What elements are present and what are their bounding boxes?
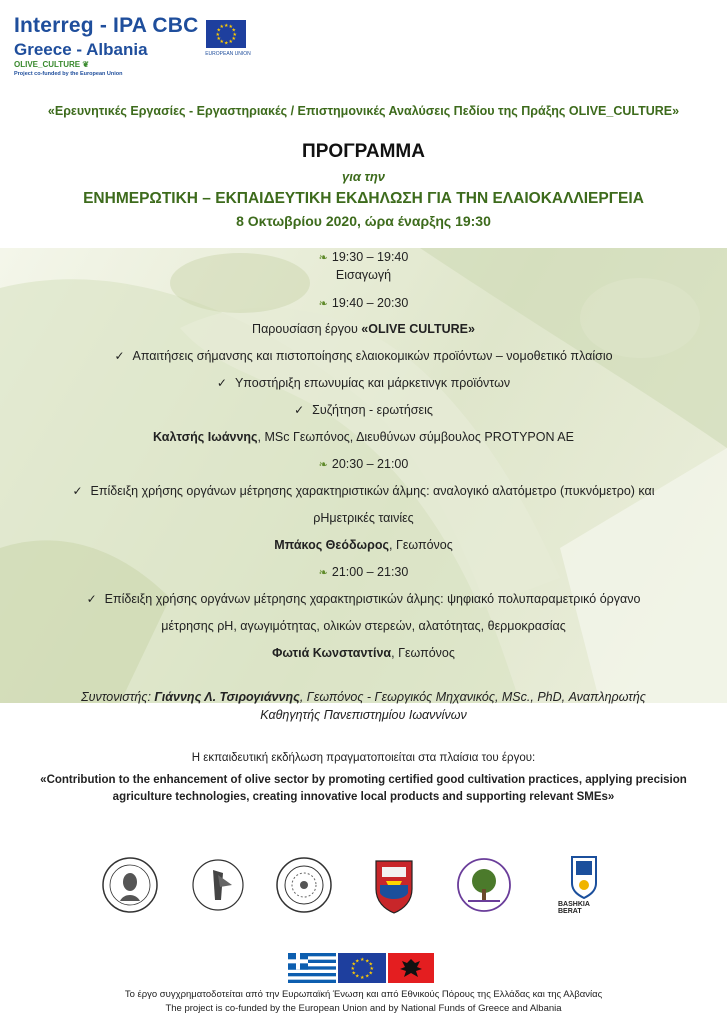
project-full-title: «Contribution to the enhancement of olive sector by promoting certified good cultivation practices, applying precision agriculture technologies, creating innovative local products and supporting relevant SMEs» (40, 774, 687, 803)
slot3-item-cont: ρΗμετρικές ταινίες (313, 511, 414, 525)
olive-sprig-icon: ❧ (318, 252, 328, 264)
svg-text:★: ★ (351, 970, 356, 977)
svg-text:★: ★ (360, 975, 365, 981)
eu-flag-icon (206, 20, 246, 48)
olive-culture-logo-text: OLIVE_CULTURE ❦ (14, 60, 90, 69)
footer-english: The project is co-funded by the European Union and by National Funds of Greece and Albania (165, 1003, 562, 1014)
svg-text:★: ★ (351, 961, 356, 968)
context-intro: Η εκπαιδευτική εκδήλωση πραγματοποιείται στα πλαίσια του έργου: (191, 752, 536, 764)
svg-text:★: ★ (350, 966, 355, 972)
svg-text:★: ★ (231, 36, 236, 42)
eu-flag-icon (338, 953, 386, 983)
svg-text:★: ★ (355, 973, 360, 980)
slot4-time: ❧ 21:00 – 21:30 (318, 565, 409, 579)
interreg-logo-countries: Greece - Albania (14, 40, 148, 59)
svg-text:★: ★ (365, 973, 370, 980)
olive-sprig-icon: ❧ (318, 567, 328, 579)
olive-sprig-icon: ❧ (318, 298, 328, 310)
slot2-speaker: Καλτσής Ιωάννης, MSc Γεωπόνος, Διευθύνων σύμβουλος PROTYPON AE (153, 430, 574, 444)
svg-text:★: ★ (228, 39, 233, 46)
greece-flag-icon (288, 953, 336, 983)
check-icon: ✓ (294, 403, 305, 417)
slot3-speaker: Μπάκος Θεόδωρος, Γεωπόνος (274, 538, 453, 552)
slot2-item: ✓ Συζήτηση - ερωτήσεις (294, 403, 433, 417)
subtitle: «Ερευνητικές Εργασίες - Εργαστηριακές / Επιστημονικές Αναλύσεις Πεδίου της Πράξης OLIVE_CULTURE» (47, 104, 680, 118)
slot2-item: ✓ Υποστήριξη επωνυμίας και μάρκετινγκ προϊόντων (216, 376, 511, 390)
filiates-coat-of-arms (364, 855, 424, 915)
svg-text:★: ★ (368, 970, 373, 977)
check-icon: ✓ (86, 592, 97, 606)
program-title: ΠΡΟΓΡΑΜΜΑ (302, 141, 425, 162)
coordinator: Συντονιστής: Γιάννης Λ. Τσιρογιάννης, Γεωπόνος - Γεωργικός Μηχανικός, MSc., PhD, Αναπληρωτής Καθηγητής Πανεπιστημίου Ιωαννίνων (81, 690, 646, 722)
check-icon: ✓ (72, 484, 83, 498)
svg-text:★: ★ (228, 24, 233, 31)
svg-text:★: ★ (216, 27, 221, 34)
slot2-title: Παρουσίαση έργου «OLIVE CULTURE» (252, 322, 475, 336)
program-for: για την (342, 169, 385, 184)
slot4-item-cont: μέτρησης ρΗ, αγωγιμότητας, ολικών στερεών, αλατότητας, θερμοκρασίας (161, 619, 566, 633)
svg-text:★: ★ (219, 39, 224, 46)
event-date: 8 Οκτωβρίου 2020, ώρα έναρξης 19:30 (236, 213, 491, 229)
slot3-item: ✓ Επίδειξη χρήσης οργάνων μέτρησης χαρακτηριστικών άλμης: αναλογικό αλατόμετρο (πυκνόμετρο) και (72, 484, 655, 498)
svg-text:★: ★ (224, 23, 229, 29)
check-icon: ✓ (114, 349, 125, 363)
svg-text:★: ★ (224, 40, 229, 47)
slot4-speaker: Φωτιά Κωνσταντίνα, Γεωπόνος (272, 646, 455, 660)
cofund-note: Project co-funded by the European Union (14, 71, 123, 77)
olive-sprig-icon: ❧ (318, 459, 328, 471)
svg-text:★: ★ (231, 27, 236, 34)
bashkia-berat-logo (554, 855, 614, 915)
svg-text:★: ★ (368, 961, 373, 968)
slot1-title: Εισαγωγή (335, 268, 392, 282)
svg-text:★: ★ (369, 966, 374, 972)
slot1-time: ❧ 19:30 – 19:40 (318, 250, 409, 264)
svg-text:★: ★ (215, 31, 220, 38)
slot3-time: ❧ 20:30 – 21:00 (318, 457, 409, 471)
check-icon: ✓ (216, 376, 227, 390)
svg-text:★: ★ (365, 958, 370, 965)
slot2-item: ✓ Απαιτήσεις σήμανσης και πιστοποίησης ελαιοκομικών προϊόντων – νομοθετικό πλαίσιο (114, 349, 613, 363)
svg-text:★: ★ (216, 36, 221, 42)
event-title: ΕΝΗΜΕΡΩΤΙΚΗ – ΕΚΠΑΙΔΕΥΤΙΚΗ ΕΚΔΗΛΩΣΗ ΓΙΑ ΤΗΝ ΕΛΑΙΟΚΑΛΛΙΕΡΓΕΙΑ (83, 190, 644, 207)
municipality-filiates-logo (100, 855, 160, 915)
eu-caption: EUROPEAN UNION (205, 51, 251, 57)
olive-photo-background (0, 248, 727, 703)
svg-text:★: ★ (219, 24, 224, 31)
svg-text:★: ★ (232, 31, 237, 38)
svg-text:★: ★ (360, 957, 365, 963)
bashkia-berat-caption: BASHKIA BERAT (558, 901, 590, 915)
interreg-logo-title: Interreg - IPA CBC (14, 14, 199, 37)
svg-text:★: ★ (355, 958, 360, 965)
slot4-item: ✓ Επίδειξη χρήσης οργάνων μέτρησης χαρακτηριστικών άλμης: ψηφιακό πολυπαραμετρικό όργανο (86, 592, 641, 606)
agricultural-technology-training-centre-logo (454, 855, 514, 915)
university-ioannina-committee-logo (188, 855, 248, 915)
albania-flag-icon (388, 953, 434, 983)
footer-greek: Το έργο συγχρηματοδοτείται από την Ευρωπαϊκή Ένωση και από Εθνικούς Πόρους της Ελλάδας και της Αλβανίας (124, 989, 603, 1000)
slot2-time: ❧ 19:40 – 20:30 (318, 296, 409, 310)
ionian-university-seal (274, 855, 334, 915)
olive-leaf-icon: ❦ (82, 60, 90, 69)
